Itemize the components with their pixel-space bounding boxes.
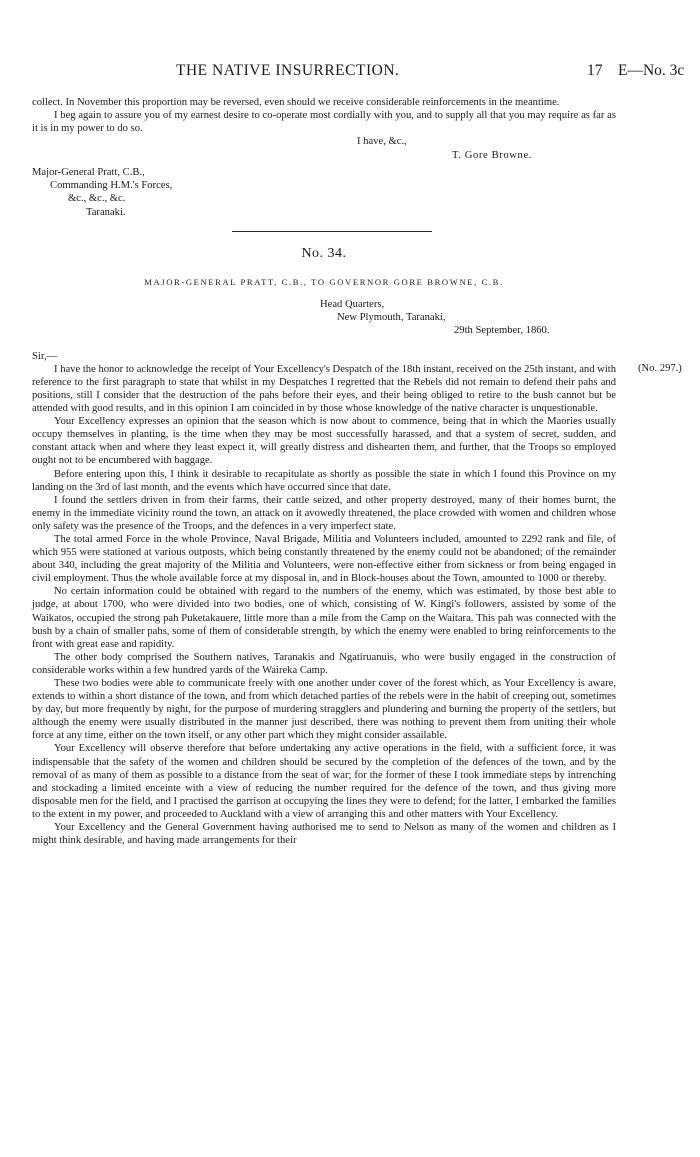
- place-line: Head Quarters,: [320, 298, 385, 310]
- addressee-line: Major-General Pratt, C.B.,: [32, 167, 145, 179]
- document-number: No. 34.: [301, 245, 347, 261]
- body-paragraph: Your Excellency expresses an opinion that the season which is now about to commence, being that in which the Maories usually occupy themselves in planting, is the time when they may be most successfully harassed, and that a system of secret, sudden, and constant attack when and where they least expect it, will greatly distress and dishearten them, and further, that the Troops so employed ought not to be encumbered with baggage.: [32, 416, 616, 467]
- body-paragraph: No certain information could be obtained with regard to the numbers of the enemy, which was estimated, by those best able to judge, at about 1700, who were divided into two bodies, one of which, consisting of W. Kingi's followers, assisted by some of the Waikatos, occupied the strong pah Puketakauere, little more than a mile from the Camp on the Waitara. This pah was connected with the bush by a chain of smaller pahs, some of them of considerable strength, by which the enemy were enabled to bring reinforcements to the front with great ease and rapidity.: [32, 586, 616, 650]
- salutation: Sir,—: [32, 350, 58, 362]
- addressee-line: Taranaki.: [86, 206, 126, 218]
- place-date-block: [32, 298, 616, 346]
- prev-letter-paragraph: I beg again to assure you of my earnest desire to co-operate most cordially with you, and to supply all that you may require as far as it is in my power to do so.: [32, 110, 616, 135]
- body-paragraph: Your Excellency and the General Government having authorised me to send to Nelson as many of the women and children as I might think desirable, and having made arrangements for their: [32, 822, 616, 847]
- page-body: [32, 96, 682, 847]
- body-paragraph: The total armed Force in the whole Province, Naval Brigade, Militia and Volunteers included, amounted to 2292 rank and file, of which 955 were stationed at various outposts, which being constantly threatened by the enemy could not be abandoned; of the remainder about 340, including the great majority of the Militia and Volunteers, were non-effective either from sickness or from being engaged in civil employment. Thus the whole available force at my disposal in, and in Block-houses about the Town, amounted to 1000 or thereby.: [32, 533, 616, 585]
- signature-block: [32, 135, 616, 162]
- body-paragraph: Before entering upon this, I think it desirable to recapitulate as shortly as possible the state in which I found this Province on my landing on the 3rd of last month, and the events which have occurred since that date.: [32, 468, 616, 493]
- addressee-line: Commanding H.M.'s Forces,: [50, 180, 173, 192]
- body-paragraph: The other body comprised the Southern natives, Taranakis and Ngatiruanuis, who were busily engaged in the construction of considerable works within a few hundred yards of the Waireka Camp.: [32, 651, 616, 676]
- paper-reference: E—No. 3c: [618, 62, 685, 79]
- body-paragraph: Your Excellency will observe therefore that before undertaking any active operations in the field, with a sufficient force, it was indispensable that the safety of the women and children should be secured by the completion of the defences of the town, and by the removal of as many of them as possible to a distance from the seat of war; for the former of these I took immediate steps by intrenching and stockading a limited enceinte with a view of reducing the number required for the defence of the town, and thus giving more disposable men for the field, and I practised the garrison at occupying the lines they were to defend; for the latter, I embarked the families to the extent in my power, and proceeded to Auckland with a view of arranging this and other matters with Your Excellency.: [32, 743, 616, 820]
- body-paragraph: I have the honor to acknowledge the receipt of Your Excellency's Despatch of the 18th instant, received on the 25th instant, and with reference to the first paragraph to state that whilst in my Despatches I regretted that the Rebels did not remain to defend their pahs and positions, still I consider that the destruction of the pahs before their eyes, and their being obliged to retire to the bush cannot but be attended with good results, and in this opinion I am coincided in by those whose knowledge of the native character is unquestionable.: [32, 363, 616, 415]
- addressee-block: [32, 166, 616, 218]
- prev-letter-paragraph: collect. In November this proportion may be reversed, even should we receive considerable reinforcements in the meantime.: [32, 97, 560, 108]
- addressee-line: &c., &c., &c.: [68, 193, 126, 205]
- place-line: New Plymouth, Taranaki,: [337, 311, 446, 323]
- running-head: [0, 62, 700, 82]
- date-line: 29th September, 1860.: [454, 324, 550, 336]
- closing-line: I have, &c.,: [357, 136, 407, 148]
- letter-body: [32, 362, 682, 847]
- page-number: 17: [587, 62, 603, 79]
- body-paragraph: I found the settlers driven in from their farms, their cattle seized, and other property destroyed, many of their homes burnt, the enemy in the immediate vicinity round the town, an attack on it avowedly threatened, the place crowded with women and children whose only safety was the presence of the Troops, and the defences in a very imperfect state.: [32, 494, 616, 532]
- running-title: THE NATIVE INSURRECTION.: [176, 62, 400, 79]
- signature: T. Gore Browne.: [452, 150, 532, 162]
- margin-reference: (No. 297.): [638, 362, 682, 374]
- document-heading: MAJOR-GENERAL PRATT, C.B., TO GOVERNOR GORE BROWNE, C.B.: [144, 276, 504, 287]
- section-divider: [232, 231, 432, 232]
- body-paragraph: These two bodies were able to communicate freely with one another under cover of the forest which, as Your Excellency is aware, extends to within a short distance of the town, and from which detached parties of the rebels were in the habit of creeping out, sometimes by day, but more frequently by night, for the purpose of murdering stragglers and plundering and burning the property of the settlers, but although the enemy were usually distributed in the manner just described, there was nothing to prevent them from uniting their whole force at any time, either on the town itself, or any other part which they might consider assailable.: [32, 678, 616, 742]
